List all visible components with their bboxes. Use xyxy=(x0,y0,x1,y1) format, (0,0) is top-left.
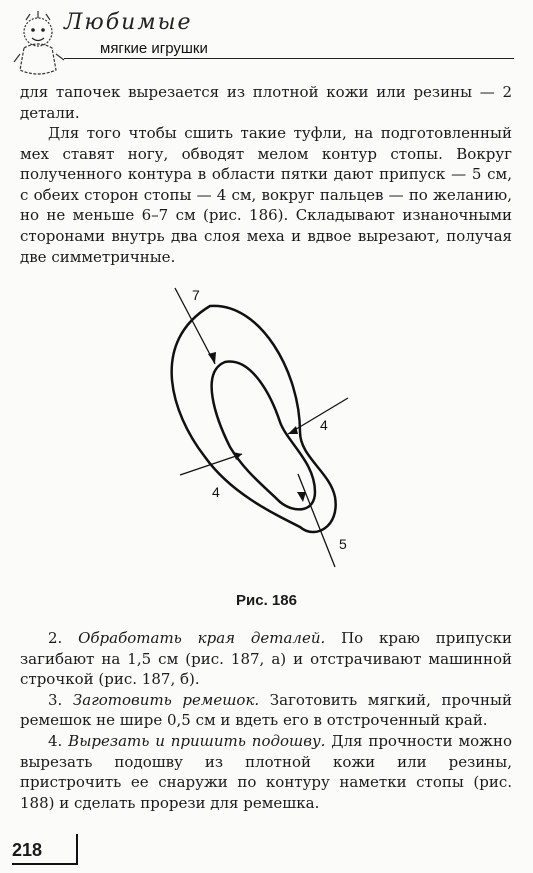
page-number-bracket xyxy=(76,834,78,865)
step-text: Заготовить мягкий, прочный ремешок не шире 0,5 см и вдеть его в отстроченный край. xyxy=(20,690,512,730)
outer-contour xyxy=(172,306,336,532)
header-divider xyxy=(64,58,514,59)
step-number: 4. xyxy=(48,731,63,750)
figure-caption: Рис. 186 xyxy=(236,592,297,609)
step-text: По краю припуски загибают на 1,5 см (рис. 187, а) и отстрачивают машинной строчкой (рис. 187, б). xyxy=(20,629,512,689)
label-left: 4 xyxy=(212,484,220,500)
step-title: Обработать края деталей. xyxy=(78,629,326,647)
arrow-4-right xyxy=(288,426,298,434)
paragraph-2: Для того чтобы сшить такие туфли, на подготовленный мех ставят ногу, обводят мелом контур стопы. Вокруг полученного контура в области пятки дают припуск — 5 см, с обеих сторон стопы — 4 см, вокруг пальцев — по желанию, но не меньше 6–7 см (рис. 186). Складывают изнаночными сторонами внутрь два слоя меха и вдвое вырезают, получая две симметричные. xyxy=(20,124,512,266)
arrow-7 xyxy=(208,352,216,364)
dim-line-5 xyxy=(298,474,335,567)
page-number-underline xyxy=(12,863,78,865)
step-item xyxy=(20,731,512,813)
step-text: Для прочности можно вырезать подошву из плотной кожи или резины, пристрочить ее снаружи по контуру наметки стопы (рис. 188) и сделать прорези для ремешка. xyxy=(20,731,512,812)
slipper-pattern-diagram xyxy=(150,282,370,582)
page-header xyxy=(0,0,533,90)
label-bottom: 5 xyxy=(339,536,347,552)
step-title: Вырезать и пришить подошву. xyxy=(68,731,326,750)
page-number: 218 xyxy=(12,840,43,860)
steps-list xyxy=(20,628,512,813)
step-title: Заготовить ремешок. xyxy=(72,690,260,709)
label-top: 7 xyxy=(192,287,200,303)
dim-line-4-left xyxy=(180,454,242,475)
step-number: 3. xyxy=(48,690,63,709)
step-number: 2. xyxy=(48,629,63,647)
label-right: 4 xyxy=(320,417,328,433)
book-title: Любимые xyxy=(64,10,193,35)
step-item xyxy=(20,628,512,690)
arrow-5 xyxy=(297,492,306,502)
paragraph-1: для тапочек вырезается из плотной кожи или резины — 2 детали. xyxy=(20,83,512,122)
toy-figure-logo xyxy=(12,10,68,80)
book-subtitle: мягкие игрушки xyxy=(100,40,208,57)
step-item xyxy=(20,690,512,731)
